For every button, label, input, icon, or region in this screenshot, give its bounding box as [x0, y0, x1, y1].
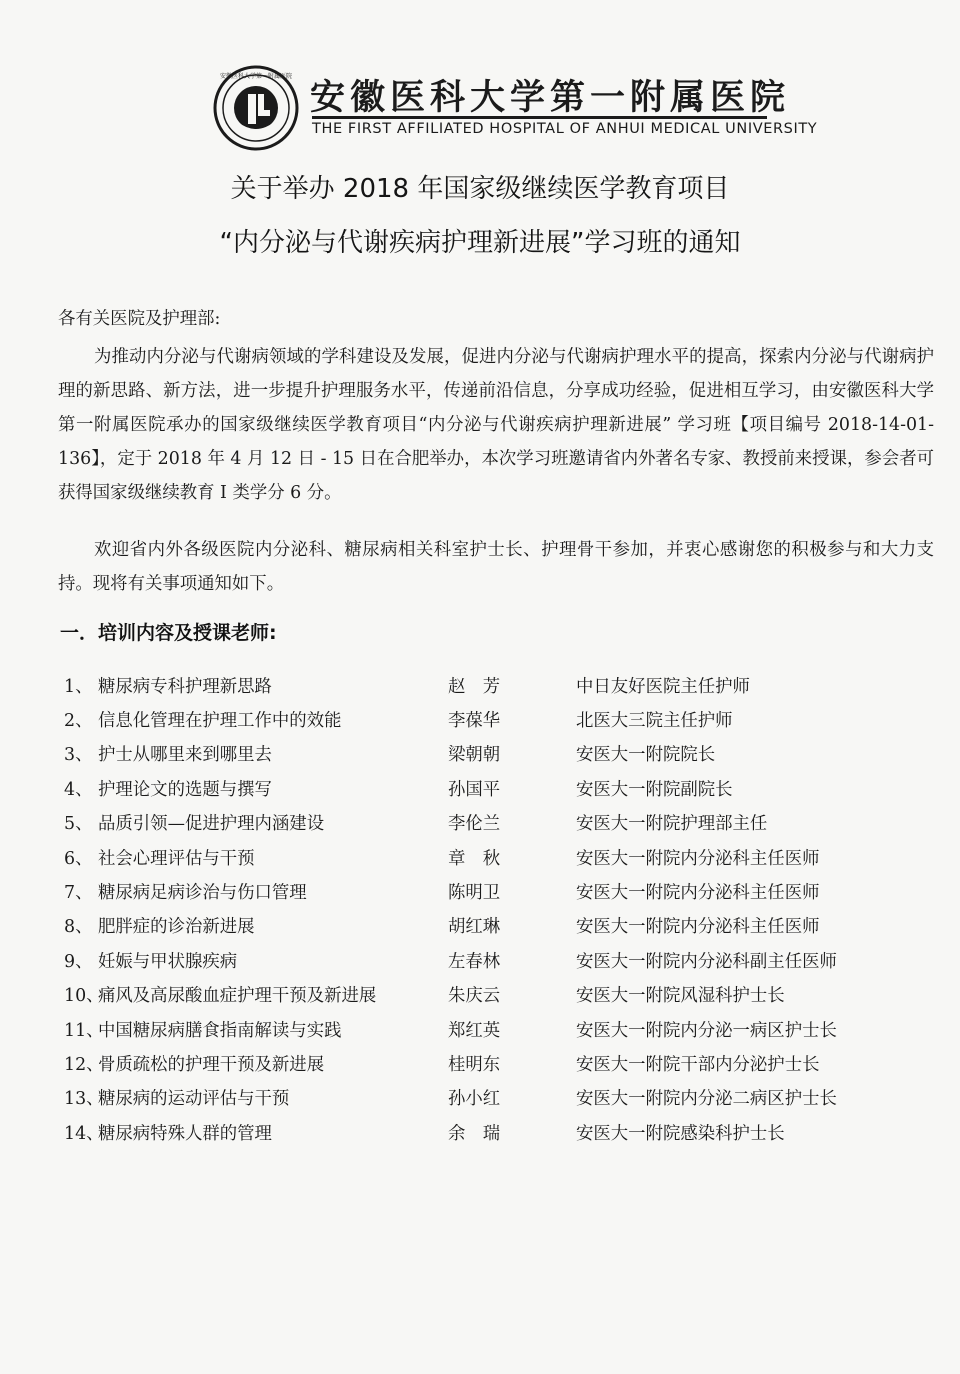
- course-number: 9、: [64, 951, 93, 972]
- course-topic: 痛风及高尿酸血症护理干预及新进展: [98, 986, 377, 1007]
- course-number: 6、: [64, 848, 93, 869]
- teacher-title: 安医大一附院干部内分泌护士长: [576, 1054, 820, 1075]
- course-row: [64, 1080, 924, 1114]
- course-teacher: 章 秋: [448, 848, 501, 869]
- teacher-title: 北医大三院主任护师: [576, 711, 733, 732]
- course-teacher: 孙小红: [448, 1089, 501, 1110]
- course-row: [64, 1045, 924, 1079]
- course-number: 12、: [64, 1054, 104, 1075]
- course-topic: 糖尿病特殊人群的管理: [98, 1123, 272, 1144]
- course-teacher: 梁朝朝: [448, 745, 501, 766]
- course-number: 7、: [64, 883, 93, 904]
- course-topic: 糖尿病专科护理新思路: [98, 676, 272, 697]
- welcome-paragraph: 欢迎省内外各级医院内分泌科、糖尿病相关科室护士长、护理骨干参加，并衷心感谢您的积极参与和大力支持。现将有关事项通知如下。: [58, 540, 934, 594]
- course-teacher: 朱庆云: [448, 986, 501, 1007]
- course-topic: 护士从哪里来到哪里去: [98, 745, 272, 766]
- course-teacher: 孙国平: [448, 779, 501, 800]
- course-row: [64, 770, 924, 804]
- course-list: [64, 667, 924, 1148]
- teacher-title: 安医大一附院风湿科护士长: [576, 986, 785, 1007]
- teacher-title: 安医大一附院院长: [576, 745, 716, 766]
- intro-paragraph: 为推动内分泌与代谢病领域的学科建设及发展，促进内分泌与代谢病护理水平的提高，探索内分泌与代谢病护理的新思路、新方法，进一步提升护理服务水平，传递前沿信息，分享成功经验，促进相互学习，由安徽医科大学第一附属医院承办的国家级继续医学教育项目“内分泌与代谢疾病护理新进展” 学习班【项目编号 2018-14-01-136】，定于 2018 年 4 月 12 日 - 15 日在合肥举办，本次学习班邀请省内外著名专家、教授前来授课，参会者可获得国家级继续教育 I 类学分 6 分。: [58, 347, 934, 503]
- teacher-title: 安医大一附院护理部主任: [576, 814, 768, 835]
- course-topic: 品质引领—促进护理内涵建设: [98, 814, 325, 835]
- course-number: 8、: [64, 917, 93, 938]
- course-number: 5、: [64, 814, 93, 835]
- hospital-name-chinese: 安徽医科大学第一附属医院: [310, 77, 791, 118]
- course-topic: 护理论文的选题与撰写: [98, 779, 272, 800]
- course-row: [64, 736, 924, 770]
- salutation: 各有关医院及护理部:: [58, 309, 221, 329]
- course-row: [64, 701, 924, 735]
- course-topic: 骨质疏松的护理干预及新进展: [98, 1054, 325, 1075]
- course-teacher: 余 瑞: [448, 1123, 501, 1144]
- letterhead: [212, 62, 818, 138]
- notice-title-line-1: 关于举办 2018 年国家级继续医学教育项目: [230, 174, 730, 204]
- teacher-title: 中日友好医院主任护师: [576, 676, 750, 697]
- course-number: 11、: [64, 1020, 104, 1041]
- course-teacher: 胡红琳: [448, 917, 501, 938]
- teacher-title: 安医大一附院内分泌二病区护士长: [576, 1089, 837, 1110]
- course-number: 14、: [64, 1123, 104, 1144]
- course-teacher: 左春林: [448, 951, 501, 972]
- course-row: [64, 667, 924, 701]
- course-row: [64, 977, 924, 1011]
- course-row: [64, 942, 924, 976]
- course-number: 3、: [64, 745, 93, 766]
- course-teacher: 桂明东: [448, 1054, 501, 1075]
- teacher-title: 安医大一附院感染科护士长: [576, 1123, 785, 1144]
- course-number: 2、: [64, 711, 93, 732]
- course-number: 10、: [64, 986, 104, 1007]
- hospital-seal-logo: [212, 64, 300, 152]
- teacher-title: 安医大一附院内分泌科主任医师: [576, 883, 820, 904]
- course-topic: 肥胖症的诊治新进展: [98, 917, 255, 938]
- course-row: [64, 839, 924, 873]
- course-number: 13、: [64, 1089, 104, 1110]
- course-row: [64, 805, 924, 839]
- teacher-title: 安医大一附院内分泌科主任医师: [576, 848, 820, 869]
- course-number: 4、: [64, 779, 93, 800]
- teacher-title: 安医大一附院内分泌一病区护士长: [576, 1020, 837, 1041]
- teacher-title: 安医大一附院内分泌科副主任医师: [576, 951, 837, 972]
- course-row: [64, 873, 924, 907]
- notice-title-line-2: “内分泌与代谢疾病护理新进展”学习班的通知: [219, 228, 741, 258]
- teacher-title: 安医大一附院副院长: [576, 779, 733, 800]
- course-number: 1、: [64, 676, 93, 697]
- course-topic: 妊娠与甲状腺疾病: [98, 951, 238, 972]
- course-topic: 中国糖尿病膳食指南解读与实践: [98, 1020, 342, 1041]
- course-topic: 社会心理评估与干预: [98, 848, 255, 869]
- course-teacher: 陈明卫: [448, 883, 501, 904]
- course-topic: 糖尿病的运动评估与干预: [98, 1089, 290, 1110]
- course-teacher: 赵 芳: [448, 676, 501, 697]
- course-topic: 糖尿病足病诊治与伤口管理: [98, 883, 307, 904]
- course-teacher: 李葆华: [448, 711, 501, 732]
- course-topic: 信息化管理在护理工作中的效能: [98, 711, 342, 732]
- svg-text:安徽医科大学第一附属医院: 安徽医科大学第一附属医院: [219, 73, 293, 80]
- course-teacher: 李伦兰: [448, 814, 501, 835]
- course-teacher: 郑红英: [448, 1020, 501, 1041]
- hospital-name-english: THE FIRST AFFILIATED HOSPITAL OF ANHUI MEDICAL UNIVERSITY: [312, 116, 767, 137]
- teacher-title: 安医大一附院内分泌科主任医师: [576, 917, 820, 938]
- course-row: [64, 1114, 924, 1148]
- section-heading-training: 一．培训内容及授课老师:: [60, 622, 277, 644]
- course-row: [64, 908, 924, 942]
- course-row: [64, 1011, 924, 1045]
